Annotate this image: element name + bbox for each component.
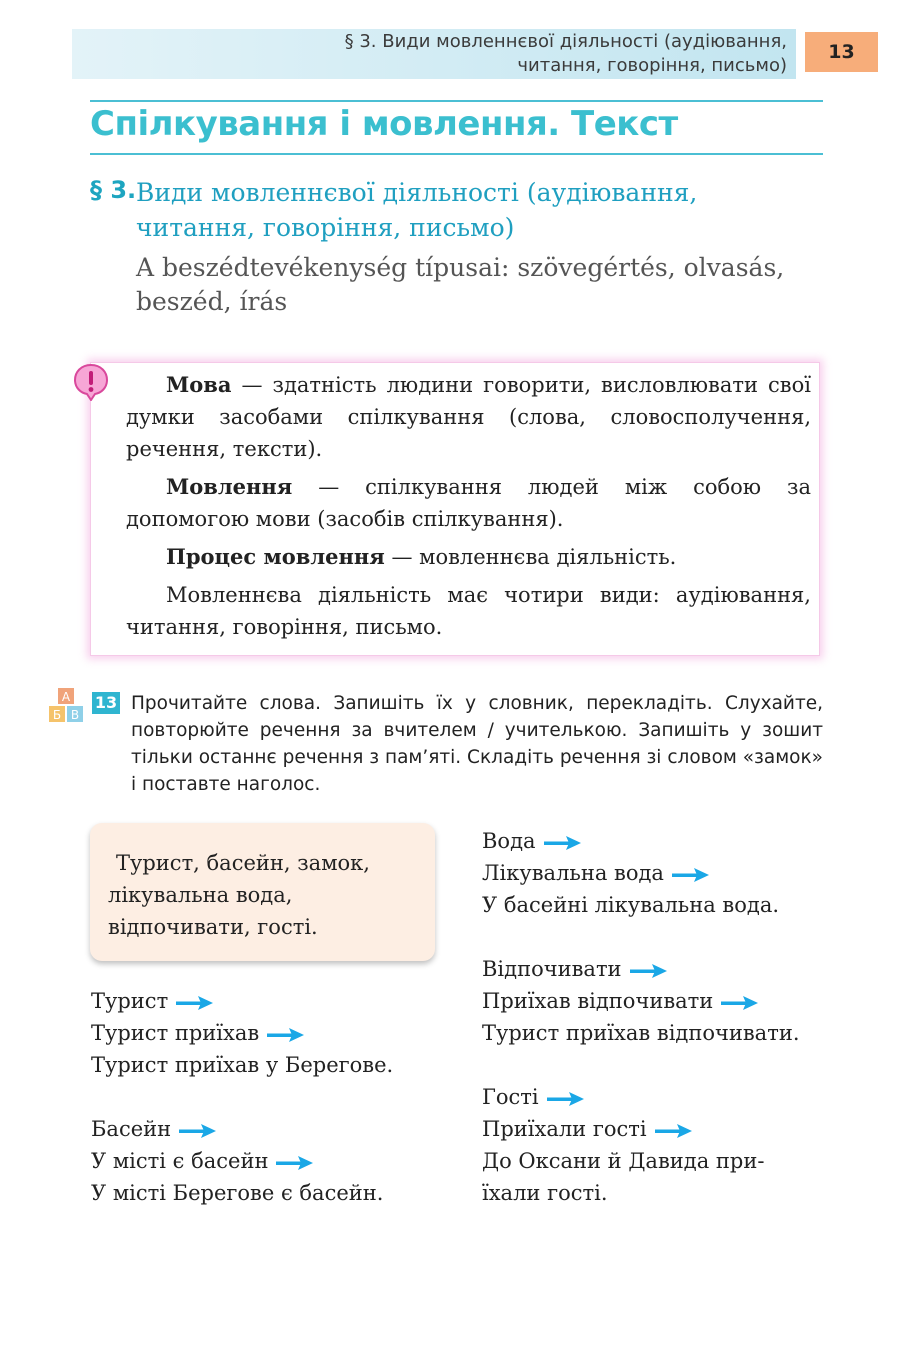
drill-text: Приїхали гості [482, 1117, 647, 1141]
definition-text: — мовленнєва діяльність. [384, 545, 677, 569]
drill-text: Вода [482, 829, 536, 853]
definition-list [126, 369, 811, 649]
block-letter-a: А [61, 690, 71, 704]
drill-line [482, 1145, 800, 1177]
drill-text: Гості [482, 1085, 539, 1109]
arrow-right-icon [176, 996, 214, 1010]
word-box-line2: лікувальна вода, [108, 883, 293, 907]
definition-text: Мовленнєва діяльність має чотири види: аудіювання, читання, говоріння, письмо. [126, 583, 811, 639]
drill-line [91, 985, 393, 1017]
arrow-right-icon [267, 1028, 305, 1042]
drill-line [482, 1177, 800, 1209]
section-subtitle [136, 251, 826, 319]
arrow-right-icon [630, 964, 668, 978]
drill-text: У місті Берегове є басейн. [91, 1181, 384, 1205]
drill-text: Турист [91, 989, 169, 1013]
drill-line [482, 985, 800, 1017]
drill-text: У басейні лікувальна вода. [482, 893, 780, 917]
drill-text: Турист приїхав відпочивати. [482, 1021, 800, 1045]
drill-group [482, 1081, 800, 1209]
arrow-right-icon [276, 1156, 314, 1170]
drill-text: Турист приїхав у Берегове. [91, 1053, 394, 1077]
word-box-line3: відпочивати, гості. [108, 915, 318, 939]
arrow-right-icon [655, 1124, 693, 1138]
word-box-line1: Турист, басейн, замок, [116, 851, 370, 875]
drill-text: У місті є басейн [91, 1149, 269, 1173]
drill-line [482, 953, 800, 985]
block-letter-v: В [70, 708, 80, 722]
drill-text: Басейн [91, 1117, 172, 1141]
alphabet-blocks-icon [47, 687, 87, 727]
drill-line [91, 1049, 393, 1081]
running-header-line2: читання, говоріння, письмо) [517, 55, 787, 76]
drill-text: їхали гості. [482, 1181, 608, 1205]
page-number: 13 [805, 32, 878, 72]
running-header [227, 30, 787, 78]
arrow-right-icon [672, 868, 710, 882]
drill-group [482, 953, 800, 1049]
exclamation-icon [72, 363, 110, 401]
arrow-right-icon [721, 996, 759, 1010]
exercise-instructions: Прочитайте слова. Запишіть їх у словник, перекладіть. Слухайте, повторюйте речення за вчителем / учителькою. Запишіть у зошит тільки останнє речення з пам’яті. Складіть речення зі словом «замок» і поставте наголос. [131, 693, 823, 795]
definition-term: Мова [166, 372, 232, 397]
block-letter-b: Б [52, 708, 62, 722]
drill-line [91, 1145, 393, 1177]
chapter-title: Спілкування і мовлення. Текст [90, 104, 678, 144]
drill-line [91, 1113, 393, 1145]
definition-box [90, 362, 820, 656]
definition-paragraph [126, 471, 811, 535]
drill-group [91, 985, 393, 1081]
section-subtitle-line1: A beszédtevékenység típusai: szövegértés, olvasás, [136, 253, 785, 282]
drill-group [482, 825, 800, 921]
drill-text: Відпочивати [482, 957, 622, 981]
running-header-line1: § 3. Види мовленнєвої діяльності (аудіювання, [344, 31, 787, 52]
drill-line [91, 1177, 393, 1209]
word-box-text [108, 847, 428, 943]
drill-group [91, 1113, 393, 1209]
title-rule-top [90, 100, 823, 102]
arrow-right-icon [547, 1092, 585, 1106]
section-number: § 3. [90, 176, 137, 204]
drill-text: Приїхав відпочивати [482, 989, 714, 1013]
arrow-right-icon [179, 1124, 217, 1138]
drill-line [482, 857, 800, 889]
arrow-right-icon [544, 836, 582, 850]
definition-text: — спілкування людей між собою за допомогою мови (засобів спілкування). [126, 475, 811, 531]
drill-line [482, 889, 800, 921]
drill-line [482, 1113, 800, 1145]
drill-text: До Оксани й Давида при- [482, 1149, 765, 1173]
definition-term: Мовлення [166, 474, 293, 499]
definition-text: — здатність людини говорити, висловлювати свої думки засобами спілкування (слова, словосполучення, речення, тексти). [126, 373, 811, 461]
definition-paragraph [126, 369, 811, 465]
title-rule-bottom [90, 153, 823, 155]
drill-line [482, 825, 800, 857]
definition-paragraph [126, 579, 811, 643]
drills-left-column [91, 985, 393, 1209]
drill-line [482, 1017, 800, 1049]
definition-term: Процес мовлення [166, 544, 385, 569]
drill-text: Турист приїхав [91, 1021, 260, 1045]
section-subtitle-line2: beszéd, írás [136, 287, 288, 316]
section-title-line1: Види мовленнєвої діяльності (аудіювання, [136, 178, 698, 207]
definition-paragraph [126, 541, 811, 573]
drill-text: Лікувальна вода [482, 861, 664, 885]
drill-line [91, 1017, 393, 1049]
section-title-line2: читання, говоріння, письмо) [136, 213, 515, 242]
word-box [90, 823, 435, 961]
section-title [136, 175, 826, 245]
exercise-number: 13 [92, 692, 120, 714]
drills-right-column [482, 825, 800, 1209]
drill-line [482, 1081, 800, 1113]
